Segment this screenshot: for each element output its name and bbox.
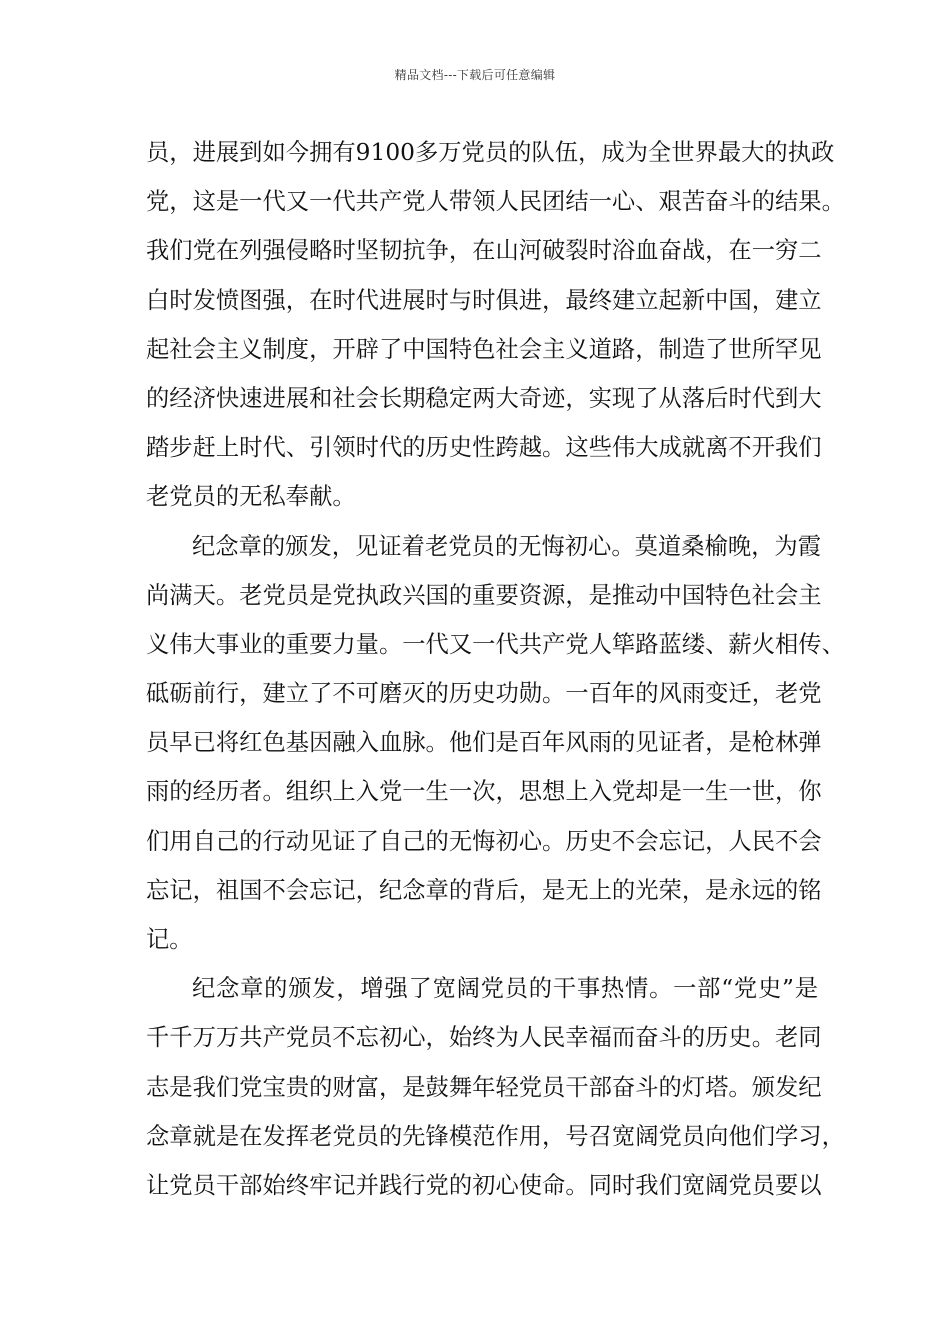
paragraph-line: 让党员干部始终牢记并践行党的初心使命。同时我们宽阔党员要以 — [146, 1171, 822, 1199]
paragraph-line: 纪念章的颁发，见证着老党员的无悔初心。莫道桑榆晚，为霞 — [192, 532, 822, 560]
paragraph-line: 纪念章的颁发，增强了宽阔党员的干事热情。一部“党史”是 — [192, 975, 818, 1003]
paragraph-line: 员早已将红色基因融入血脉。他们是百年风雨的见证者，是枪林弹 — [146, 729, 822, 757]
paragraph-1 — [146, 128, 845, 522]
paragraph-line: 砥砺前行，建立了不可磨灭的历史功勋。一百年的风雨变迁，老党 — [146, 680, 822, 708]
paragraph-line: 白时发愤图强，在时代进展时与时俱进，最终建立起新中国，建立 — [146, 286, 822, 314]
page-header: 精品文档---下载后可任意编辑 — [394, 68, 556, 82]
paragraph-3 — [146, 964, 845, 1210]
paragraph-line: 党，这是一代又一代共产党人带领人民团结一心、艰苦奋斗的结果。 — [146, 188, 845, 216]
paragraph-line: 起社会主义制度，开辟了中国特色社会主义道路，制造了世所罕见 — [146, 335, 822, 363]
paragraph-line: 千千万万共产党员不忘初心，始终为人民幸福而奋斗的历史。老同 — [146, 1024, 822, 1052]
paragraph-line: 踏步赶上时代、引领时代的历史性跨越。这些伟大成就离不开我们 — [146, 434, 822, 462]
paragraph-line: 记。 — [146, 926, 193, 953]
paragraph-line: 尚满天。老党员是党执政兴国的重要资源，是推动中国特色社会主 — [146, 581, 822, 609]
paragraph-line: 的经济快速进展和社会长期稳定两大奇迹，实现了从落后时代到大 — [146, 384, 822, 412]
paragraph-line: 雨的经历者。组织上入党一生一次，思想上入党却是一生一世，你 — [146, 778, 822, 806]
document-body — [146, 128, 845, 1210]
paragraph-line: 忘记，祖国不会忘记，纪念章的背后，是无上的光荣，是永远的铭 — [146, 876, 822, 904]
paragraph-line: 员，进展到如今拥有9100多万党员的队伍，成为全世界最大的执政 — [146, 139, 835, 166]
paragraph-line: 念章就是在发挥老党员的先锋模范作用，号召宽阔党员向他们学习， — [146, 1122, 845, 1150]
paragraph-line: 我们党在列强侵略时坚韧抗争，在山河破裂时浴血奋战，在一穷二 — [146, 237, 822, 265]
paragraph-line: 老党员的无私奉献。 — [146, 483, 356, 511]
paragraph-line: 们用自己的行动见证了自己的无悔初心。历史不会忘记，人民不会 — [146, 827, 822, 855]
paragraph-2 — [146, 522, 845, 965]
paragraph-line: 志是我们党宝贵的财富，是鼓舞年轻党员干部奋斗的灯塔。颁发纪 — [146, 1073, 822, 1101]
paragraph-line: 义伟大事业的重要力量。一代又一代共产党人筚路蓝缕、薪火相传、 — [146, 630, 845, 658]
